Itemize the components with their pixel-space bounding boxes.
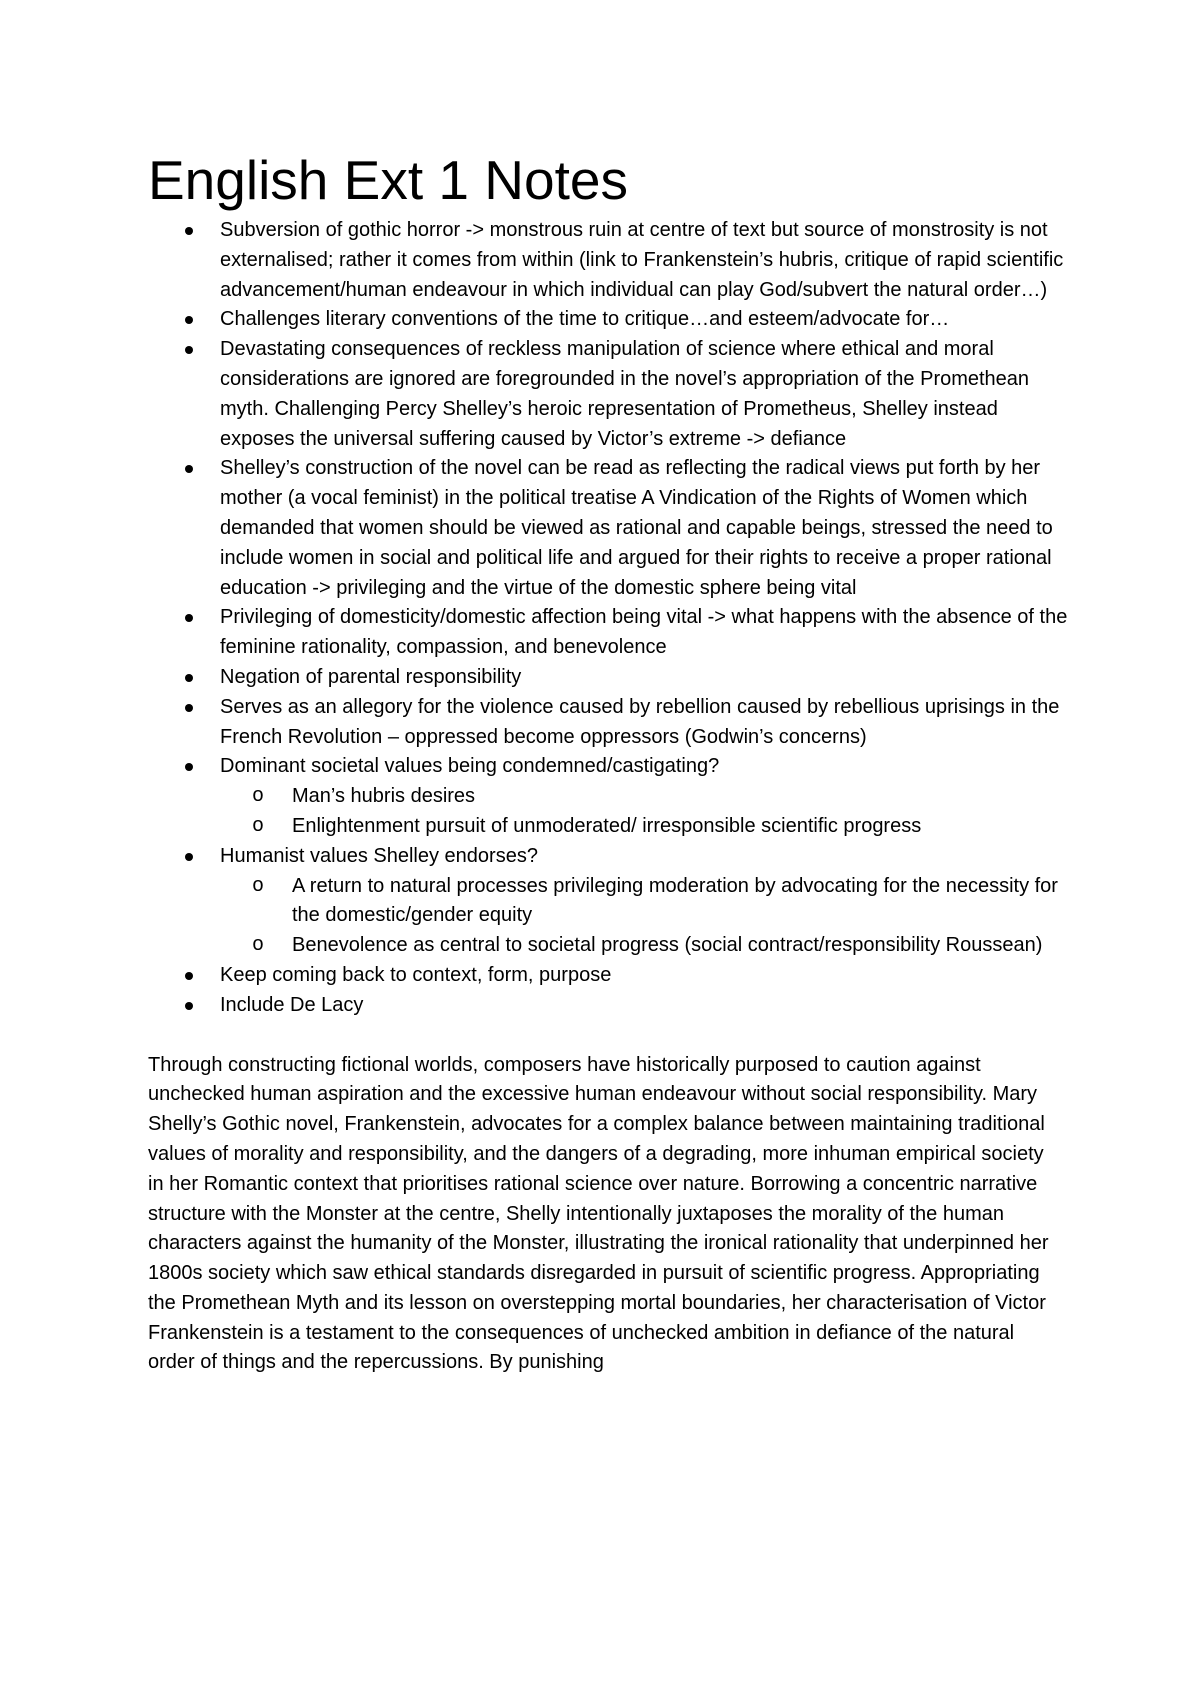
page-title: English Ext 1 Notes: [148, 149, 628, 211]
list-item: [148, 842, 1068, 961]
circle-bullet-icon: o: [252, 934, 265, 958]
sub-list-item: [220, 812, 1068, 842]
sub-list-item-text: A return to natural processes privileging moderation by advocating for the necessity for the domestic/gender equity: [292, 874, 1058, 927]
bullet-icon: [185, 972, 193, 980]
list-item-text: Keep coming back to context, form, purpose: [220, 963, 612, 986]
list-item: [148, 752, 1068, 841]
list-item: [148, 603, 1068, 663]
circle-bullet-icon: o: [252, 785, 265, 809]
bullet-icon: [185, 1002, 193, 1010]
sub-list-item: [220, 931, 1068, 961]
bullet-icon: [185, 704, 193, 712]
list-item: [148, 961, 1068, 991]
circle-bullet-icon: o: [252, 814, 265, 838]
essay-paragraph: Through constructing fictional worlds, composers have historically purposed to caution against unchecked human aspiration and the excessive human endeavour without social responsibility. Mary Shelly’s Gothic novel, Frankenstein, advocates for a complex balance between maintaining traditional values of morality and responsibility, and the dangers of a degrading, more inhuman empirical society in her Romantic context that prioritises rational science over nature. Borrowing a concentric narrative structure with the Monster at the centre, Shelly intentionally juxtaposes the morality of the human characters against the humanity of the Monster, illustrating the ironical rationality that underpinned her 1800s society which saw ethical standards disregarded in pursuit of scientific progress. Appropriating the Promethean Myth and its lesson on overstepping mortal boundaries, her characterisation of Victor Frankenstein is a testament to the consequences of unchecked ambition in defiance of the natural order of things and the repercussions. By punishing: [148, 1053, 1049, 1374]
list-item: [148, 216, 1068, 305]
bullet-icon: [185, 227, 193, 235]
circle-bullet-icon: o: [252, 874, 265, 898]
list-item: [148, 693, 1068, 753]
sub-list-item-text: Enlightenment pursuit of unmoderated/ irresponsible scientific progress: [292, 814, 922, 837]
bullet-icon: [185, 316, 193, 324]
list-item-text: Subversion of gothic horror -> monstrous ruin at centre of text but source of monstrosity is not externalised; rather it comes from within (link to Frankenstein’s hubris, critique of rapid scientific advancement/human endeavour in which individual can play God/subvert the natural order…): [220, 219, 1064, 301]
sub-list-item-text: Benevolence as central to societal progress (social contract/responsibility Roussean): [292, 934, 1043, 957]
bullet-icon: [185, 763, 193, 771]
list-item: [148, 335, 1068, 454]
list-item-text: Shelley’s construction of the novel can be read as reflecting the radical views put forth by her mother (a vocal feminist) in the political treatise A Vindication of the Rights of Women which demanded that women should be viewed as rational and capable beings, stressed the need to include women in social and political life and argued for their rights to receive a proper rational education -> privileging and the virtue of the domestic sphere being vital: [220, 457, 1053, 599]
list-item-text: Include De Lacy: [220, 993, 364, 1016]
list-item-text: Humanist values Shelley endorses?: [220, 844, 538, 867]
list-item-text: Dominant societal values being condemned/castigating?: [220, 755, 720, 778]
list-item-text: Negation of parental responsibility: [220, 665, 522, 688]
document-page: [148, 148, 1068, 1398]
bullet-icon: [185, 614, 193, 622]
sub-list-humanist-values: [220, 872, 1068, 961]
bullet-icon: [185, 674, 193, 682]
notes-bullet-list: [148, 216, 1068, 1021]
bullet-icon: [185, 346, 193, 354]
sub-list-item: [220, 872, 1068, 932]
list-item: [148, 305, 1068, 335]
list-item: [148, 663, 1068, 693]
list-item-text: Serves as an allegory for the violence caused by rebellion caused by rebellious uprisings in the French Revolution – oppressed become oppressors (Godwin’s concerns): [220, 695, 1060, 748]
list-item: [148, 454, 1068, 603]
bullet-icon: [185, 853, 193, 861]
list-item-text: Privileging of domesticity/domestic affection being vital -> what happens with the absence of the feminine rationality, compassion, and benevolence: [220, 606, 1068, 659]
sub-list-item: [220, 782, 1068, 812]
sub-list-dominant-values: [220, 782, 1068, 842]
list-item: [148, 991, 1068, 1021]
list-item-text: Challenges literary conventions of the time to critique…and esteem/advocate for…: [220, 308, 950, 331]
bullet-icon: [185, 465, 193, 473]
sub-list-item-text: Man’s hubris desires: [292, 785, 476, 808]
list-item-text: Devastating consequences of reckless manipulation of science where ethical and moral considerations are ignored are foregrounded in the novel’s appropriation of the Promethean myth. Challenging Percy Shelley’s heroic representation of Prometheus, Shelley instead exposes the universal suffering caused by Victor’s extreme -> defiance: [220, 338, 1030, 450]
